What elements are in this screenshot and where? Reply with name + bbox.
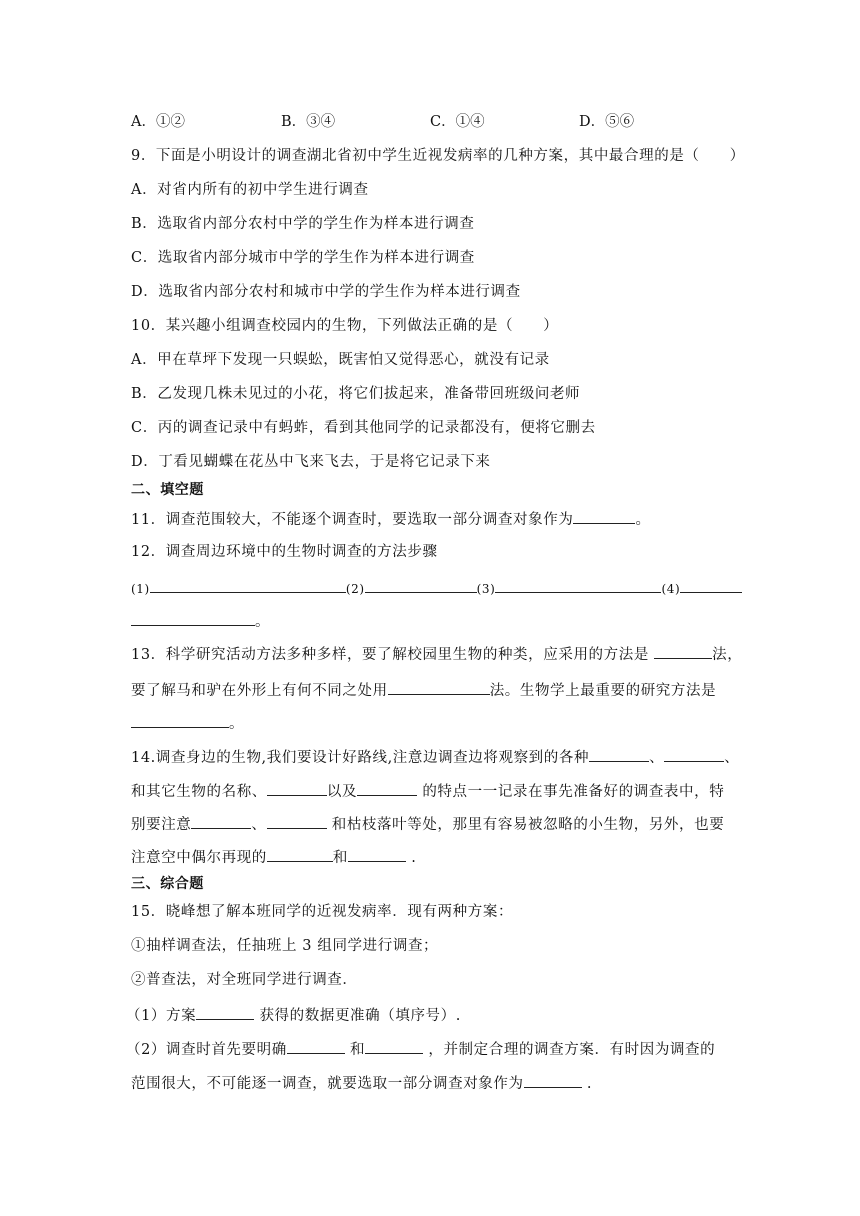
question-14-text: 、 [251, 817, 267, 833]
question-15-text: 范围很大，不可能逐一调查，就要选取一部分调查对象作为 [131, 1076, 524, 1092]
question-13-text: 13．科学研究活动方法多种多样，要了解校园里生物的种类，应采用的方法是 [131, 647, 655, 663]
blank[interactable] [267, 780, 327, 796]
question-9-stem: 9．下面是小明设计的调查湖北省初中学生近视发病率的几种方案，其中最合理的是（ ） [131, 148, 745, 164]
question-15-part-2-cont [131, 1072, 592, 1094]
question-9-option-c: C．选取省内部分城市中学的学生作为样本进行调查 [131, 250, 475, 266]
question-14-line-4 [131, 846, 416, 868]
blank[interactable] [191, 813, 251, 829]
question-12-end: 。 [255, 614, 271, 630]
question-14-text: . [406, 850, 417, 866]
question-14-text: 以及 [326, 784, 358, 800]
question-14-text: 的特点一一记录在事先准备好的调查表中，特 [417, 784, 725, 800]
question-11-text: 11．调查范围较大，不能逐个调查时，要选取一部分调查对象作为 [131, 512, 574, 528]
question-15-text: （1）方案 [126, 1008, 197, 1024]
question-10-option-b: B．乙发现几株未见过的小花，将它们拔起来，准备带回班级问老师 [131, 386, 581, 402]
blank[interactable] [664, 746, 724, 762]
question-10-stem: 10．某兴趣小组调查校园内的生物，下列做法正确的是（ ） [131, 318, 559, 334]
blank[interactable] [524, 1072, 582, 1088]
question-13-text: 法， [712, 647, 743, 663]
blank[interactable] [388, 679, 490, 695]
question-15-text: ，并制定合理的调查方案．有时因为调查的 [423, 1042, 716, 1058]
question-14-text: 和 [332, 850, 349, 866]
blank[interactable] [150, 577, 346, 593]
question-14-separator: 、 [649, 750, 665, 766]
blank[interactable] [495, 577, 661, 593]
blank[interactable] [365, 577, 477, 593]
question-12-continuation [131, 610, 270, 632]
blank[interactable] [589, 746, 649, 762]
question-13-line-3 [131, 712, 244, 734]
question-11 [131, 508, 651, 530]
section-heading-fill-in: 二、填空题 [131, 482, 204, 498]
question-14-text: 和其它生物的名称、 [131, 784, 267, 800]
blank[interactable] [348, 846, 406, 862]
question-12-stem: 12．调查周边环境中的生物时调查的方法步骤 [131, 544, 438, 560]
blank[interactable] [357, 780, 417, 796]
question-11-end: 。 [635, 512, 651, 528]
question-14-line-1 [131, 746, 739, 768]
question-15-text: （2）调查时首先要明确 [126, 1042, 287, 1058]
blank[interactable] [267, 813, 327, 829]
question-12-steps [131, 577, 742, 599]
question-14-line-2 [131, 780, 724, 802]
question-9-option-d: D．选取省内部分农村和城市中学的学生作为样本进行调查 [131, 284, 521, 300]
question-13-text: 法。生物学上最重要的研究方法是 [489, 683, 717, 699]
question-15-text: . [581, 1076, 593, 1092]
question-14-separator: 、 [724, 750, 740, 766]
question-13-line-2 [131, 679, 716, 701]
section-heading-comprehensive: 三、综合题 [131, 876, 204, 892]
option-b: B．③④ [281, 114, 336, 130]
question-15-plan-2: ②普查法，对全班同学进行调查． [131, 972, 358, 988]
question-10-option-d: D．丁看见蝴蝶在花丛中飞来飞去，于是将它记录下来 [131, 454, 491, 470]
question-10-option-c: C．丙的调查记录中有蚂蚱，看到其他同学的记录都没有，便将它删去 [131, 420, 596, 436]
option-a: A．①② [131, 114, 185, 130]
blank[interactable] [287, 1038, 345, 1054]
question-13-text: 要了解马和驴在外形上有何不同之处用 [131, 683, 388, 699]
question-9-option-b: B．选取省内部分农村中学的学生作为样本进行调查 [131, 216, 475, 232]
option-d: D．⑤⑥ [579, 114, 635, 130]
blank[interactable] [573, 508, 635, 524]
question-14-text: 和枯枝落叶等处，那里有容易被忽略的小生物，另外，也要 [326, 817, 725, 833]
question-15-text: 和 [344, 1042, 366, 1058]
question-15-text: 获得的数据更准确（填序号）. [254, 1008, 461, 1024]
question-15-stem: 15．晓峰想了解本班同学的近视发病率．现有两种方案： [131, 904, 514, 920]
step-3-marker: (3) [476, 582, 496, 596]
question-15-part-1 [126, 1004, 461, 1026]
question-10-option-a: A．甲在草坪下发现一只蜈蚣，既害怕又觉得恶心，就没有记录 [131, 352, 550, 368]
step-2-marker: (2) [345, 582, 365, 596]
blank[interactable] [196, 1004, 254, 1020]
blank[interactable] [131, 610, 255, 626]
question-14-text: 14.调查身边的生物,我们要设计好路线,注意边调查边将观察到的各种 [131, 750, 590, 766]
blank[interactable] [131, 712, 229, 728]
blank[interactable] [267, 846, 333, 862]
option-c: C．①④ [430, 114, 485, 130]
question-9-option-a: A．对省内所有的初中学生进行调查 [131, 182, 369, 198]
blank[interactable] [654, 643, 712, 659]
question-15-part-2 [126, 1038, 715, 1060]
step-1-marker: (1) [131, 582, 150, 596]
question-14-line-3 [131, 813, 724, 835]
blank[interactable] [680, 577, 742, 593]
blank[interactable] [365, 1038, 423, 1054]
question-14-text: 别要注意 [131, 817, 192, 833]
question-14-text: 注意空中偶尔再现的 [131, 850, 267, 866]
step-4-marker: (4) [661, 582, 681, 596]
question-13-line-1 [131, 643, 742, 665]
question-13-end: 。 [229, 716, 245, 732]
question-15-plan-1: ①抽样调查法，任抽班上 3 组同学进行调查； [131, 938, 439, 954]
